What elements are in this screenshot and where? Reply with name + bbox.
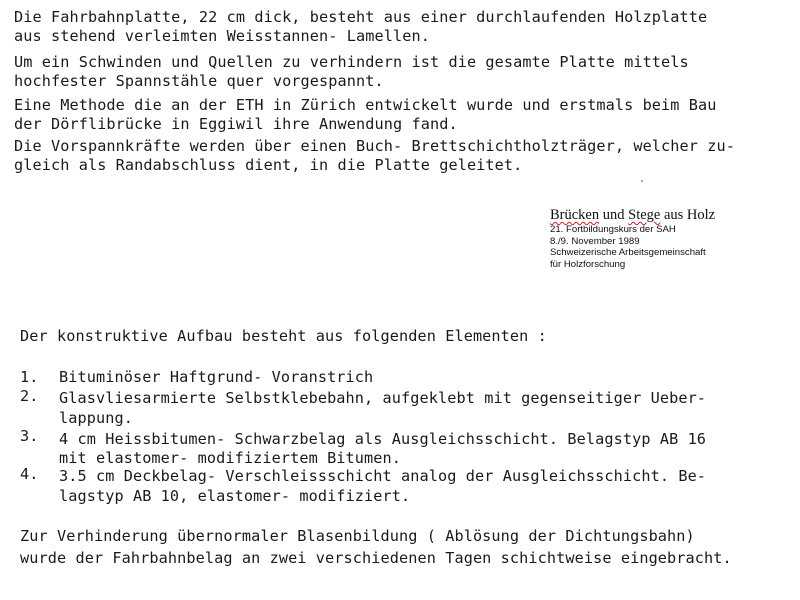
text-line: aus stehend verleimten Weisstannen- Lamellen. bbox=[14, 27, 430, 45]
text-line: hochfester Spannstähle quer vorgespannt. bbox=[14, 72, 384, 90]
list-text: Bituminöser Haftgrund- Voranstrich bbox=[59, 368, 374, 386]
list-text: 4 cm Heissbitumen- Schwarzbelag als Ausgleichsschicht. Belagstyp AB 16 bbox=[59, 430, 707, 448]
reference-organisation-cont: für Holzforschung bbox=[550, 258, 626, 270]
reference-title-word: aus Holz bbox=[660, 207, 716, 223]
list-text: 3.5 cm Deckbelag- Verschleissschicht analog der Ausgleichsschicht. Be- bbox=[59, 467, 707, 485]
text-line: Eine Methode die an der ETH in Zürich entwickelt wurde und erstmals beim Bau bbox=[14, 96, 717, 114]
text-line: Um ein Schwinden und Quellen zu verhindern ist die gesamte Platte mittels bbox=[14, 53, 689, 71]
list-number: 2. bbox=[20, 387, 39, 405]
list-text: Glasvliesarmierte Selbstklebebahn, aufgeklebt mit gegenseitiger Ueber- bbox=[59, 389, 707, 407]
reference-title-word: Stege bbox=[628, 207, 661, 223]
text-line: Die Vorspannkräfte werden über einen Buch- Brettschichtholzträger, welcher zu- bbox=[14, 137, 736, 155]
text-line: wurde der Fahrbahnbelag an zwei verschiedenen Tagen schichtweise eingebracht. bbox=[20, 549, 732, 567]
reference-title bbox=[550, 207, 715, 224]
text-line: Zur Verhinderung übernormaler Blasenbildung ( Ablösung der Dichtungsbahn) bbox=[20, 527, 695, 545]
text-line: Die Fahrbahnplatte, 22 cm dick, besteht aus einer durchlaufenden Holzplatte bbox=[14, 8, 708, 26]
scan-speck bbox=[641, 180, 643, 182]
text-line: gleich als Randabschluss dient, in die Platte geleitet. bbox=[14, 156, 523, 174]
reference-organisation: Schweizerische Arbeitsgemeinschaft bbox=[550, 247, 706, 258]
reference-course: 21. Fortbildungskurs der SAH bbox=[550, 224, 676, 235]
reference-title-word: und bbox=[599, 207, 629, 223]
list-text: mit elastomer- modifiziertem Bitumen. bbox=[59, 449, 402, 467]
list-number: 4. bbox=[20, 465, 39, 483]
list-number: 3. bbox=[20, 427, 39, 445]
list-text: lappung. bbox=[59, 409, 133, 427]
reference-title-word: Brücken bbox=[550, 207, 600, 223]
list-text: lagstyp AB 10, elastomer- modifiziert. bbox=[59, 487, 411, 505]
source-reference bbox=[550, 207, 715, 270]
list-number: 1. bbox=[20, 368, 39, 386]
reference-date: 8./9. November 1989 bbox=[550, 235, 640, 247]
structure-heading: Der konstruktive Aufbau besteht aus folgenden Elementen : bbox=[20, 327, 547, 345]
text-line: der Dörflibrücke in Eggiwil ihre Anwendung fand. bbox=[14, 115, 458, 133]
